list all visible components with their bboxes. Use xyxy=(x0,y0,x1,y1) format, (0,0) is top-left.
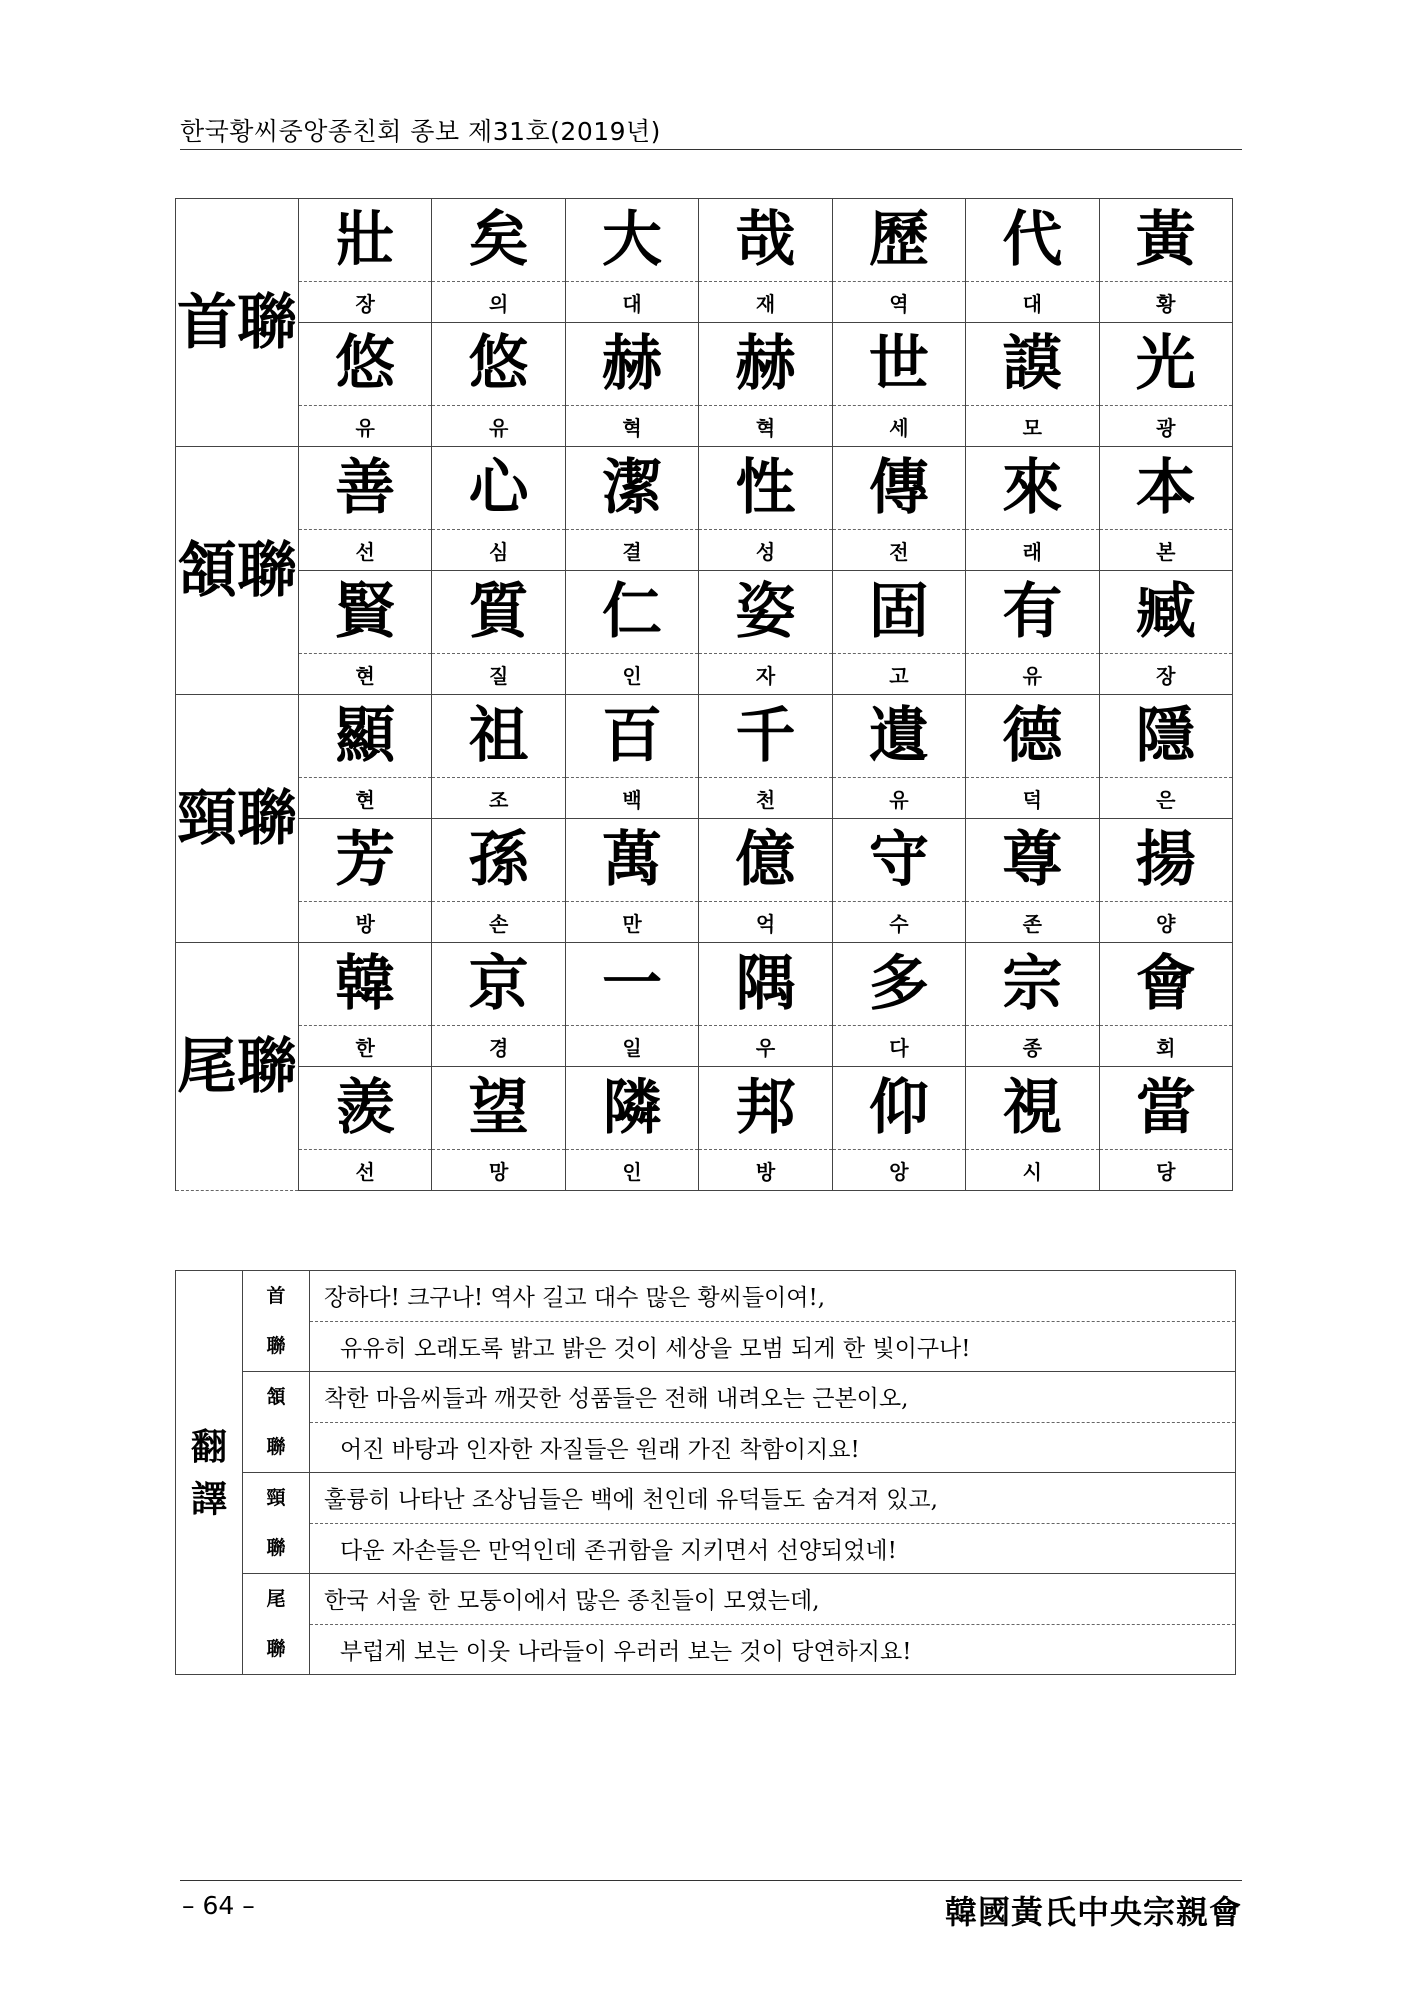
hanja-char: 遺 xyxy=(832,695,965,778)
hangul-reading: 재 xyxy=(699,282,832,323)
hangul-reading: 일 xyxy=(565,1026,698,1067)
translation-row xyxy=(176,1574,1236,1625)
translation-section-label xyxy=(243,1271,310,1372)
hanja-char: 仁 xyxy=(565,571,698,654)
hanja-char: 韓 xyxy=(299,943,432,1026)
hangul-reading: 모 xyxy=(966,406,1099,447)
poem-reading-row xyxy=(176,530,1233,571)
hanja-char: 壯 xyxy=(299,199,432,282)
hanja-char: 臧 xyxy=(1099,571,1232,654)
poem-char-row xyxy=(176,819,1233,902)
hangul-reading: 백 xyxy=(565,778,698,819)
hangul-reading: 망 xyxy=(432,1150,565,1191)
section-label: 尾聯 xyxy=(176,943,299,1191)
translation-table xyxy=(175,1270,1236,1675)
hangul-reading: 방 xyxy=(299,902,432,943)
hanja-char: 世 xyxy=(832,323,965,406)
hanja-char: 仰 xyxy=(832,1067,965,1150)
hangul-reading: 선 xyxy=(299,1150,432,1191)
hanja-char: 哉 xyxy=(699,199,832,282)
hanja-char: 京 xyxy=(432,943,565,1026)
translation-row xyxy=(176,1422,1236,1473)
poem-char-row xyxy=(176,199,1233,282)
section-label: 首聯 xyxy=(176,199,299,447)
hangul-reading: 은 xyxy=(1099,778,1232,819)
translation-row xyxy=(176,1271,1236,1322)
hangul-reading: 혁 xyxy=(565,406,698,447)
hangul-reading: 현 xyxy=(299,654,432,695)
hanja-char: 赫 xyxy=(565,323,698,406)
hanja-char: 尊 xyxy=(966,819,1099,902)
translation-section-label xyxy=(243,1473,310,1574)
hanja-char: 隱 xyxy=(1099,695,1232,778)
organization-name: 韓國黃氏中央宗親會 xyxy=(944,1893,1242,1931)
poem-char-row xyxy=(176,323,1233,406)
poem-reading-row xyxy=(176,1026,1233,1067)
translation-label-char: 頸 xyxy=(266,1487,286,1509)
hangul-reading: 유 xyxy=(832,778,965,819)
hangul-reading: 손 xyxy=(432,902,565,943)
hangul-reading: 회 xyxy=(1099,1026,1232,1067)
hangul-reading: 억 xyxy=(699,902,832,943)
hanja-char: 大 xyxy=(565,199,698,282)
hangul-reading: 현 xyxy=(299,778,432,819)
hangul-reading: 선 xyxy=(299,530,432,571)
hanja-char: 黃 xyxy=(1099,199,1232,282)
translation-heading-char: 翻 xyxy=(190,1425,227,1468)
hanja-char: 歷 xyxy=(832,199,965,282)
hangul-reading: 천 xyxy=(699,778,832,819)
translation-label-char: 聯 xyxy=(266,1436,286,1458)
poem-reading-row xyxy=(176,902,1233,943)
translation-row xyxy=(176,1473,1236,1524)
hangul-reading: 한 xyxy=(299,1026,432,1067)
hanja-char: 千 xyxy=(699,695,832,778)
hangul-reading: 존 xyxy=(966,902,1099,943)
hangul-reading: 덕 xyxy=(966,778,1099,819)
hanja-char: 邦 xyxy=(699,1067,832,1150)
translation-label-char: 首 xyxy=(266,1285,286,1307)
hangul-reading: 우 xyxy=(699,1026,832,1067)
hangul-reading: 만 xyxy=(565,902,698,943)
hanja-char: 萬 xyxy=(565,819,698,902)
hangul-reading: 의 xyxy=(432,282,565,323)
translation-line: 다운 자손들은 만억인데 존귀함을 지키면서 선양되었네! xyxy=(310,1523,1236,1574)
hanja-char: 悠 xyxy=(432,323,565,406)
translation-label-char: 聯 xyxy=(266,1335,286,1357)
poem-char-row xyxy=(176,1067,1233,1150)
hanja-char: 百 xyxy=(565,695,698,778)
translation-line: 훌륭히 나타난 조상님들은 백에 천인데 유덕들도 숨겨져 있고, xyxy=(310,1473,1236,1524)
hangul-reading: 장 xyxy=(299,282,432,323)
hangul-reading: 유 xyxy=(966,654,1099,695)
hanja-char: 賢 xyxy=(299,571,432,654)
hanja-char: 守 xyxy=(832,819,965,902)
hangul-reading: 자 xyxy=(699,654,832,695)
hangul-reading: 대 xyxy=(565,282,698,323)
hanja-char: 代 xyxy=(966,199,1099,282)
hanja-char: 億 xyxy=(699,819,832,902)
hanja-char: 來 xyxy=(966,447,1099,530)
hangul-reading: 래 xyxy=(966,530,1099,571)
hangul-reading: 성 xyxy=(699,530,832,571)
hangul-reading: 방 xyxy=(699,1150,832,1191)
hangul-reading: 시 xyxy=(966,1150,1099,1191)
translation-line: 한국 서울 한 모퉁이에서 많은 종친들이 모였는데, xyxy=(310,1574,1236,1625)
hanja-char: 孫 xyxy=(432,819,565,902)
hangul-reading: 결 xyxy=(565,530,698,571)
hanja-char: 隅 xyxy=(699,943,832,1026)
hangul-reading: 고 xyxy=(832,654,965,695)
hanja-char: 宗 xyxy=(966,943,1099,1026)
poem-reading-row xyxy=(176,654,1233,695)
hangul-reading: 인 xyxy=(565,1150,698,1191)
hangul-reading: 양 xyxy=(1099,902,1232,943)
hanja-char: 當 xyxy=(1099,1067,1232,1150)
hanja-char: 揚 xyxy=(1099,819,1232,902)
poem-char-row xyxy=(176,943,1233,1026)
poem-reading-row xyxy=(176,282,1233,323)
translation-row xyxy=(176,1321,1236,1372)
hanja-char: 祖 xyxy=(432,695,565,778)
hanja-char: 潔 xyxy=(565,447,698,530)
poem-char-row xyxy=(176,447,1233,530)
translation-line: 어진 바탕과 인자한 자질들은 원래 가진 착함이지요! xyxy=(310,1422,1236,1473)
page-footer xyxy=(180,1880,1242,1940)
hanja-char: 矣 xyxy=(432,199,565,282)
translation-line: 부럽게 보는 이웃 나라들이 우러러 보는 것이 당연하지요! xyxy=(310,1624,1236,1675)
hanja-char: 傳 xyxy=(832,447,965,530)
poem-char-row xyxy=(176,695,1233,778)
hanja-char: 赫 xyxy=(699,323,832,406)
hangul-reading: 황 xyxy=(1099,282,1232,323)
hangul-reading: 혁 xyxy=(699,406,832,447)
hanja-char: 本 xyxy=(1099,447,1232,530)
hangul-reading: 심 xyxy=(432,530,565,571)
hanja-char: 視 xyxy=(966,1067,1099,1150)
hanja-char: 會 xyxy=(1099,943,1232,1026)
hanja-char: 一 xyxy=(565,943,698,1026)
hanja-char: 芳 xyxy=(299,819,432,902)
translation-line: 착한 마음씨들과 깨끗한 성품들은 전해 내려오는 근본이오, xyxy=(310,1372,1236,1423)
hangul-reading: 당 xyxy=(1099,1150,1232,1191)
hangul-reading: 전 xyxy=(832,530,965,571)
poem-reading-row xyxy=(176,1150,1233,1191)
hanja-char: 性 xyxy=(699,447,832,530)
section-label: 頸聯 xyxy=(176,695,299,943)
hanja-char: 悠 xyxy=(299,323,432,406)
hanja-char: 心 xyxy=(432,447,565,530)
hanja-char: 光 xyxy=(1099,323,1232,406)
hangul-reading: 광 xyxy=(1099,406,1232,447)
hanja-char: 多 xyxy=(832,943,965,1026)
hanja-char: 德 xyxy=(966,695,1099,778)
translation-section-label xyxy=(243,1574,310,1675)
hangul-reading: 유 xyxy=(299,406,432,447)
hangul-reading: 본 xyxy=(1099,530,1232,571)
hanja-char: 羨 xyxy=(299,1067,432,1150)
hangul-reading: 유 xyxy=(432,406,565,447)
hanja-char: 隣 xyxy=(565,1067,698,1150)
translation-row xyxy=(176,1523,1236,1574)
hanja-char: 望 xyxy=(432,1067,565,1150)
hangul-reading: 장 xyxy=(1099,654,1232,695)
translation-row xyxy=(176,1624,1236,1675)
poem-reading-row xyxy=(176,406,1233,447)
translation-heading-char: 譯 xyxy=(190,1477,227,1520)
hanja-char: 有 xyxy=(966,571,1099,654)
hangul-reading: 수 xyxy=(832,902,965,943)
hangul-reading: 대 xyxy=(966,282,1099,323)
hangul-reading: 세 xyxy=(832,406,965,447)
translation-label-char: 頷 xyxy=(266,1386,286,1408)
section-label: 頷聯 xyxy=(176,447,299,695)
hangul-reading: 종 xyxy=(966,1026,1099,1067)
poem-char-row xyxy=(176,571,1233,654)
translation-label-char: 尾 xyxy=(266,1588,286,1610)
translation-line: 장하다! 크구나! 역사 길고 대수 많은 황씨들이여!, xyxy=(310,1271,1236,1322)
hanja-char: 顯 xyxy=(299,695,432,778)
hanja-char: 姿 xyxy=(699,571,832,654)
header-title: 한국황씨중앙종친회 종보 제31호(2019년) xyxy=(180,117,661,146)
hangul-reading: 앙 xyxy=(832,1150,965,1191)
poem-table xyxy=(175,198,1233,1191)
translation-row xyxy=(176,1372,1236,1423)
hangul-reading: 질 xyxy=(432,654,565,695)
hanja-char: 固 xyxy=(832,571,965,654)
translation-heading xyxy=(176,1271,243,1675)
hangul-reading: 인 xyxy=(565,654,698,695)
hangul-reading: 다 xyxy=(832,1026,965,1067)
hangul-reading: 조 xyxy=(432,778,565,819)
translation-label-char: 聯 xyxy=(266,1638,286,1660)
hangul-reading: 경 xyxy=(432,1026,565,1067)
translation-line: 유유히 오래도록 밝고 밝은 것이 세상을 모범 되게 한 빛이구나! xyxy=(310,1321,1236,1372)
hanja-char: 質 xyxy=(432,571,565,654)
poem-reading-row xyxy=(176,778,1233,819)
hanja-char: 善 xyxy=(299,447,432,530)
hangul-reading: 역 xyxy=(832,282,965,323)
hanja-char: 謨 xyxy=(966,323,1099,406)
page-header xyxy=(180,110,1242,150)
page-number: – 64 – xyxy=(182,1891,255,1920)
translation-label-char: 聯 xyxy=(266,1537,286,1559)
translation-section-label xyxy=(243,1372,310,1473)
